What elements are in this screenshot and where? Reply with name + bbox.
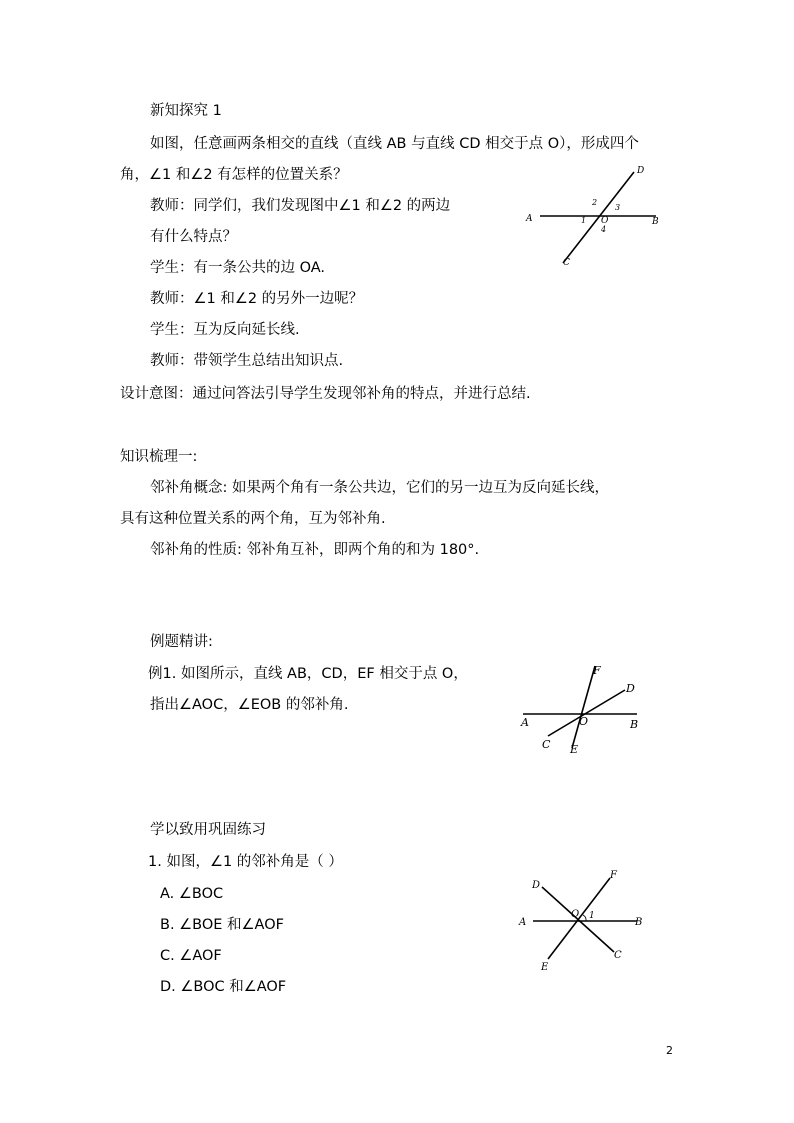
dialog-line-6: 教师：带领学生总结出知识点. <box>150 353 344 369</box>
figure-intersecting-lines <box>520 160 670 270</box>
figure-three-lines <box>515 658 645 758</box>
intro-line-2: 角，∠1 和∠2 有怎样的位置关系？ <box>120 167 348 183</box>
label-O: O <box>571 909 580 920</box>
concept-line-1: 邻补角概念: 如果两个角有一条公共边，它们的另一边互为反向延长线， <box>150 480 609 496</box>
page-number: 2 <box>666 1044 673 1057</box>
angle-label-2: 2 <box>592 198 598 207</box>
label-B: B <box>630 718 639 731</box>
label-C: C <box>614 950 622 961</box>
option-c: C. ∠AOF <box>160 948 222 964</box>
label-C: C <box>563 258 570 268</box>
option-b: B. ∠BOE 和∠AOF <box>160 917 284 933</box>
dialog-line-5: 学生：互为反向延长线. <box>150 322 300 338</box>
angle-label-3: 3 <box>615 203 621 212</box>
label-F: F <box>610 870 617 881</box>
label-E: E <box>570 743 579 756</box>
section2-heading: 知识梳理一: <box>120 449 198 465</box>
label-B: B <box>652 217 659 227</box>
label-E: E <box>541 962 549 973</box>
design-intent: 设计意图：通过问答法引导学生发现邻补角的特点，并进行总结. <box>120 386 531 402</box>
label-O: O <box>579 715 589 728</box>
property-line: 邻补角的性质: 邻补角互补，即两个角的和为 180°. <box>150 542 480 558</box>
dialog-line-1: 教师：同学们，我们发现图中∠1 和∠2 的两边 <box>150 198 451 214</box>
section4-heading: 学以致用巩固练习 <box>150 822 266 838</box>
example-line-1: 例1. 如图所示，直线 AB，CD，EF 相交于点 O， <box>148 666 468 682</box>
label-B: B <box>635 917 643 928</box>
label-C: C <box>542 738 551 751</box>
option-a: A. ∠BOC <box>160 886 224 902</box>
concept-line-2: 具有这种位置关系的两个角，互为邻补角. <box>120 511 386 527</box>
example-line-2: 指出∠AOC，∠EOB 的邻补角. <box>150 697 349 713</box>
figure-exercise-lines <box>513 865 658 975</box>
label-D: D <box>626 682 635 695</box>
label-A: A <box>519 917 527 928</box>
label-D: D <box>637 166 645 176</box>
dialog-line-3: 学生：有一条公共的边 OA. <box>150 260 326 276</box>
angle-label-4: 4 <box>601 225 607 234</box>
dialog-line-2: 有什么特点？ <box>150 229 237 245</box>
label-A: A <box>521 716 529 729</box>
angle-label-1: 1 <box>589 911 595 921</box>
question: 1. 如图，∠1 的邻补角是（ ） <box>148 854 343 870</box>
section3-heading: 例题精讲: <box>150 634 213 650</box>
intro-line-1: 如图，任意画两条相交的直线（直线 AB 与直线 CD 相交于点 O），形成四个 <box>150 136 639 152</box>
label-O: O <box>601 216 609 226</box>
angle-label-1: 1 <box>581 216 587 225</box>
dialog-line-4: 教师：∠1 和∠2 的另外一边呢？ <box>150 291 364 307</box>
label-D: D <box>532 880 541 891</box>
label-F: F <box>593 664 601 677</box>
label-A: A <box>526 214 533 224</box>
section1-heading: 新知探究 1 <box>150 103 222 119</box>
option-d: D. ∠BOC 和∠AOF <box>160 979 287 995</box>
